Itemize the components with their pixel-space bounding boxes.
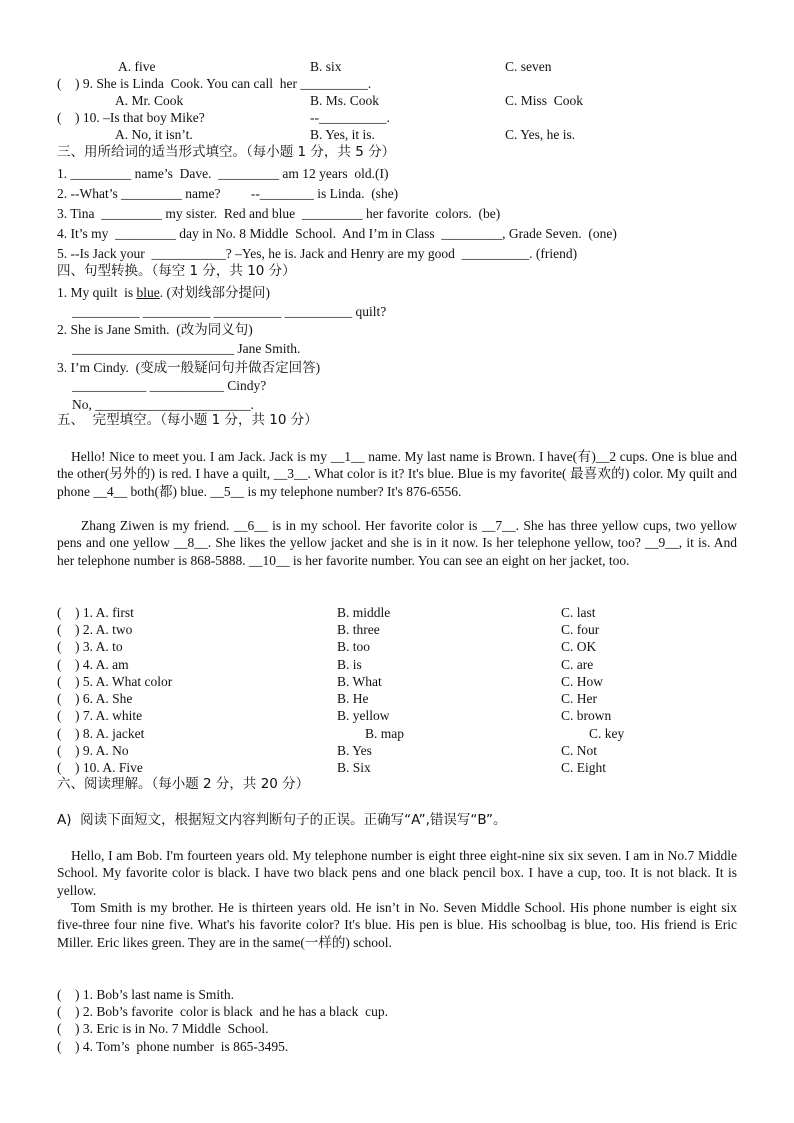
sec6-q2: ( ) 2. Bob’s favorite color is black and he has a black cup.	[57, 1004, 389, 1019]
sec5-q2-a: ( ) 2. A. two	[57, 622, 133, 637]
sec5-q6-b: B. He	[337, 691, 369, 706]
section5-heading: 五、 完型填空。（每小题 1 分，共 10 分）	[57, 412, 318, 428]
sec5-q3-b: B. too	[337, 639, 371, 654]
sec4-q1-post: . (对划线部分提问)	[159, 285, 271, 300]
sec4-q3-answer2: No, _______________________.	[72, 397, 254, 412]
sec5-q4-b: B. is	[337, 657, 362, 672]
sec5-q8-a: ( ) 8. A. jacket	[57, 726, 145, 741]
sec5-q6-c: C. Her	[561, 691, 597, 706]
sec5-q9-c: C. Not	[561, 743, 598, 758]
q8-option-c: C. seven	[505, 59, 552, 74]
sec4-q1-pre: 1. My quilt is	[57, 285, 137, 300]
sec6-q4: ( ) 4. Tom’s phone number is 865-3495.	[57, 1039, 289, 1054]
sec5-q2-b: B. three	[337, 622, 380, 637]
q10-option-b: B. Yes, it is.	[310, 127, 375, 142]
sec3-item-4: 4. It’s my _________ day in No. 8 Middle School. And I’m in Class _________, Grade Seven. (one)	[57, 226, 617, 241]
sec4-q3-answer1: ___________ ___________ Cindy?	[72, 378, 267, 393]
sec4-q1-underlined-word: blue	[136, 285, 160, 300]
sec6-q1: ( ) 1. Bob’s last name is Smith.	[57, 987, 234, 1002]
sec5-q4-a: ( ) 4. A. am	[57, 657, 129, 672]
sec5-q1-c: C. last	[561, 605, 596, 620]
sec6-part-a-instruction: A) 阅读下面短文，根据短文内容判断句子的正误。正确写“A”,错误写“B”。	[57, 812, 507, 828]
sec6-passage-1: Hello, I am Bob. I'm fourteen years old. My telephone number is eight three eight-nine six six seven. I am in No.7 Middle School. My favorite color is black. I have two black pens and one black pencil box. I have a cup, too. It is not black. It is yellow.	[57, 848, 737, 898]
sec5-passage-1: Hello! Nice to meet you. I am Jack. Jack is my __1__ name. My last name is Brown. I have(有)__2 cups. One is blue and the other(另外的) is red. I have a quilt, __3__. What color is it? It's blue. Blue is my favorite( 最喜欢的) color. My quilt and phone __4__ both(都) blue. __5__ is my telephone number? It's 876-6556.	[57, 449, 737, 499]
sec5-q8-c: C. key	[589, 726, 625, 741]
sec5-q5-a: ( ) 5. A. What color	[57, 674, 173, 689]
sec3-item-1: 1. _________ name’s Dave. _________ am 12 years old.(I)	[57, 166, 389, 181]
q9-option-c: C. Miss Cook	[505, 93, 584, 108]
q10-stem: ( ) 10. –Is that boy Mike?	[57, 110, 205, 125]
sec3-item-2: 2. --What’s _________ name? --________ is Linda. (she)	[57, 186, 399, 201]
q9-option-b: B. Ms. Cook	[310, 93, 380, 108]
sec5-passage-2: Zhang Ziwen is my friend. __6__ is in my school. Her favorite color is __7__. She has three yellow cups, two yellow pens and one yellow __8__. She likes the yellow jacket and she is in it now. Is her telephone yellow, too? __9__, it is. And her telephone number is 868-5888. __10__ is her favorite number. You can see an eight on her jacket, too.	[57, 518, 737, 568]
sec4-q2-answer: ________________________ Jane Smith.	[72, 341, 301, 356]
sec4-q1-answer: __________ __________ __________ __________ quilt?	[72, 304, 387, 319]
sec5-q10-a: ( ) 10. A. Five	[57, 760, 143, 775]
sec5-q3-a: ( ) 3. A. to	[57, 639, 123, 654]
sec6-q3: ( ) 3. Eric is in No. 7 Middle School.	[57, 1021, 269, 1036]
sec4-q2-stem: 2. She is Jane Smith. (改为同义句)	[57, 322, 253, 337]
sec5-q1-b: B. middle	[337, 605, 391, 620]
sec5-q1-a: ( ) 1. A. first	[57, 605, 134, 620]
section4-heading: 四、句型转换。（每空 1 分，共 10 分）	[57, 263, 296, 279]
sec5-q2-c: C. four	[561, 622, 600, 637]
sec5-q7-c: C. brown	[561, 708, 612, 723]
q9-stem: ( ) 9. She is Linda Cook. You can call her __________.	[57, 76, 372, 91]
sec5-q7-b: B. yellow	[337, 708, 390, 723]
sec5-q9-b: B. Yes	[337, 743, 372, 758]
sec3-item-3: 3. Tina _________ my sister. Red and blue _________ her favorite colors. (be)	[57, 206, 501, 221]
sec5-q10-c: C. Eight	[561, 760, 607, 775]
sec5-q7-a: ( ) 7. A. white	[57, 708, 143, 723]
sec6-passage-2: Tom Smith is my brother. He is thirteen years old. He isn’t in No. Seven Middle School. His phone number is eight six five-three four nine five. What's his favorite color? It's blue. His pen is blue. His schoolbag is blue, too. His friend is Eric Miller. Eric likes green. They are in the same(一样的) school.	[57, 900, 737, 950]
sec5-q9-a: ( ) 9. A. No	[57, 743, 129, 758]
sec5-q3-c: C. OK	[561, 639, 597, 654]
q10-option-c: C. Yes, he is.	[505, 127, 576, 142]
sec5-q5-b: B. What	[337, 674, 382, 689]
section3-heading: 三、用所给词的适当形式填空。（每小题 1 分，共 5 分）	[57, 144, 396, 160]
sec5-q10-b: B. Six	[337, 760, 371, 775]
q10-option-a: A. No, it isn’t.	[115, 127, 193, 142]
sec3-item-5: 5. --Is Jack your ___________? –Yes, he is. Jack and Henry are my good __________. (friend)	[57, 246, 578, 261]
sec5-q5-c: C. How	[561, 674, 604, 689]
q8-option-b: B. six	[310, 59, 342, 74]
q9-option-a: A. Mr. Cook	[115, 93, 184, 108]
sec5-q4-c: C. are	[561, 657, 594, 672]
section6-heading: 六、阅读理解。（每小题 2 分，共 20 分）	[57, 776, 310, 792]
q10-blank: --__________.	[310, 110, 390, 125]
sec5-q6-a: ( ) 6. A. She	[57, 691, 133, 706]
q8-option-a: A. five	[118, 59, 156, 74]
sec5-q8-b: B. map	[365, 726, 404, 741]
sec4-q1-stem	[57, 284, 270, 301]
sec4-q3-stem: 3. I’m Cindy. (变成一般疑问句并做否定回答)	[57, 360, 321, 375]
